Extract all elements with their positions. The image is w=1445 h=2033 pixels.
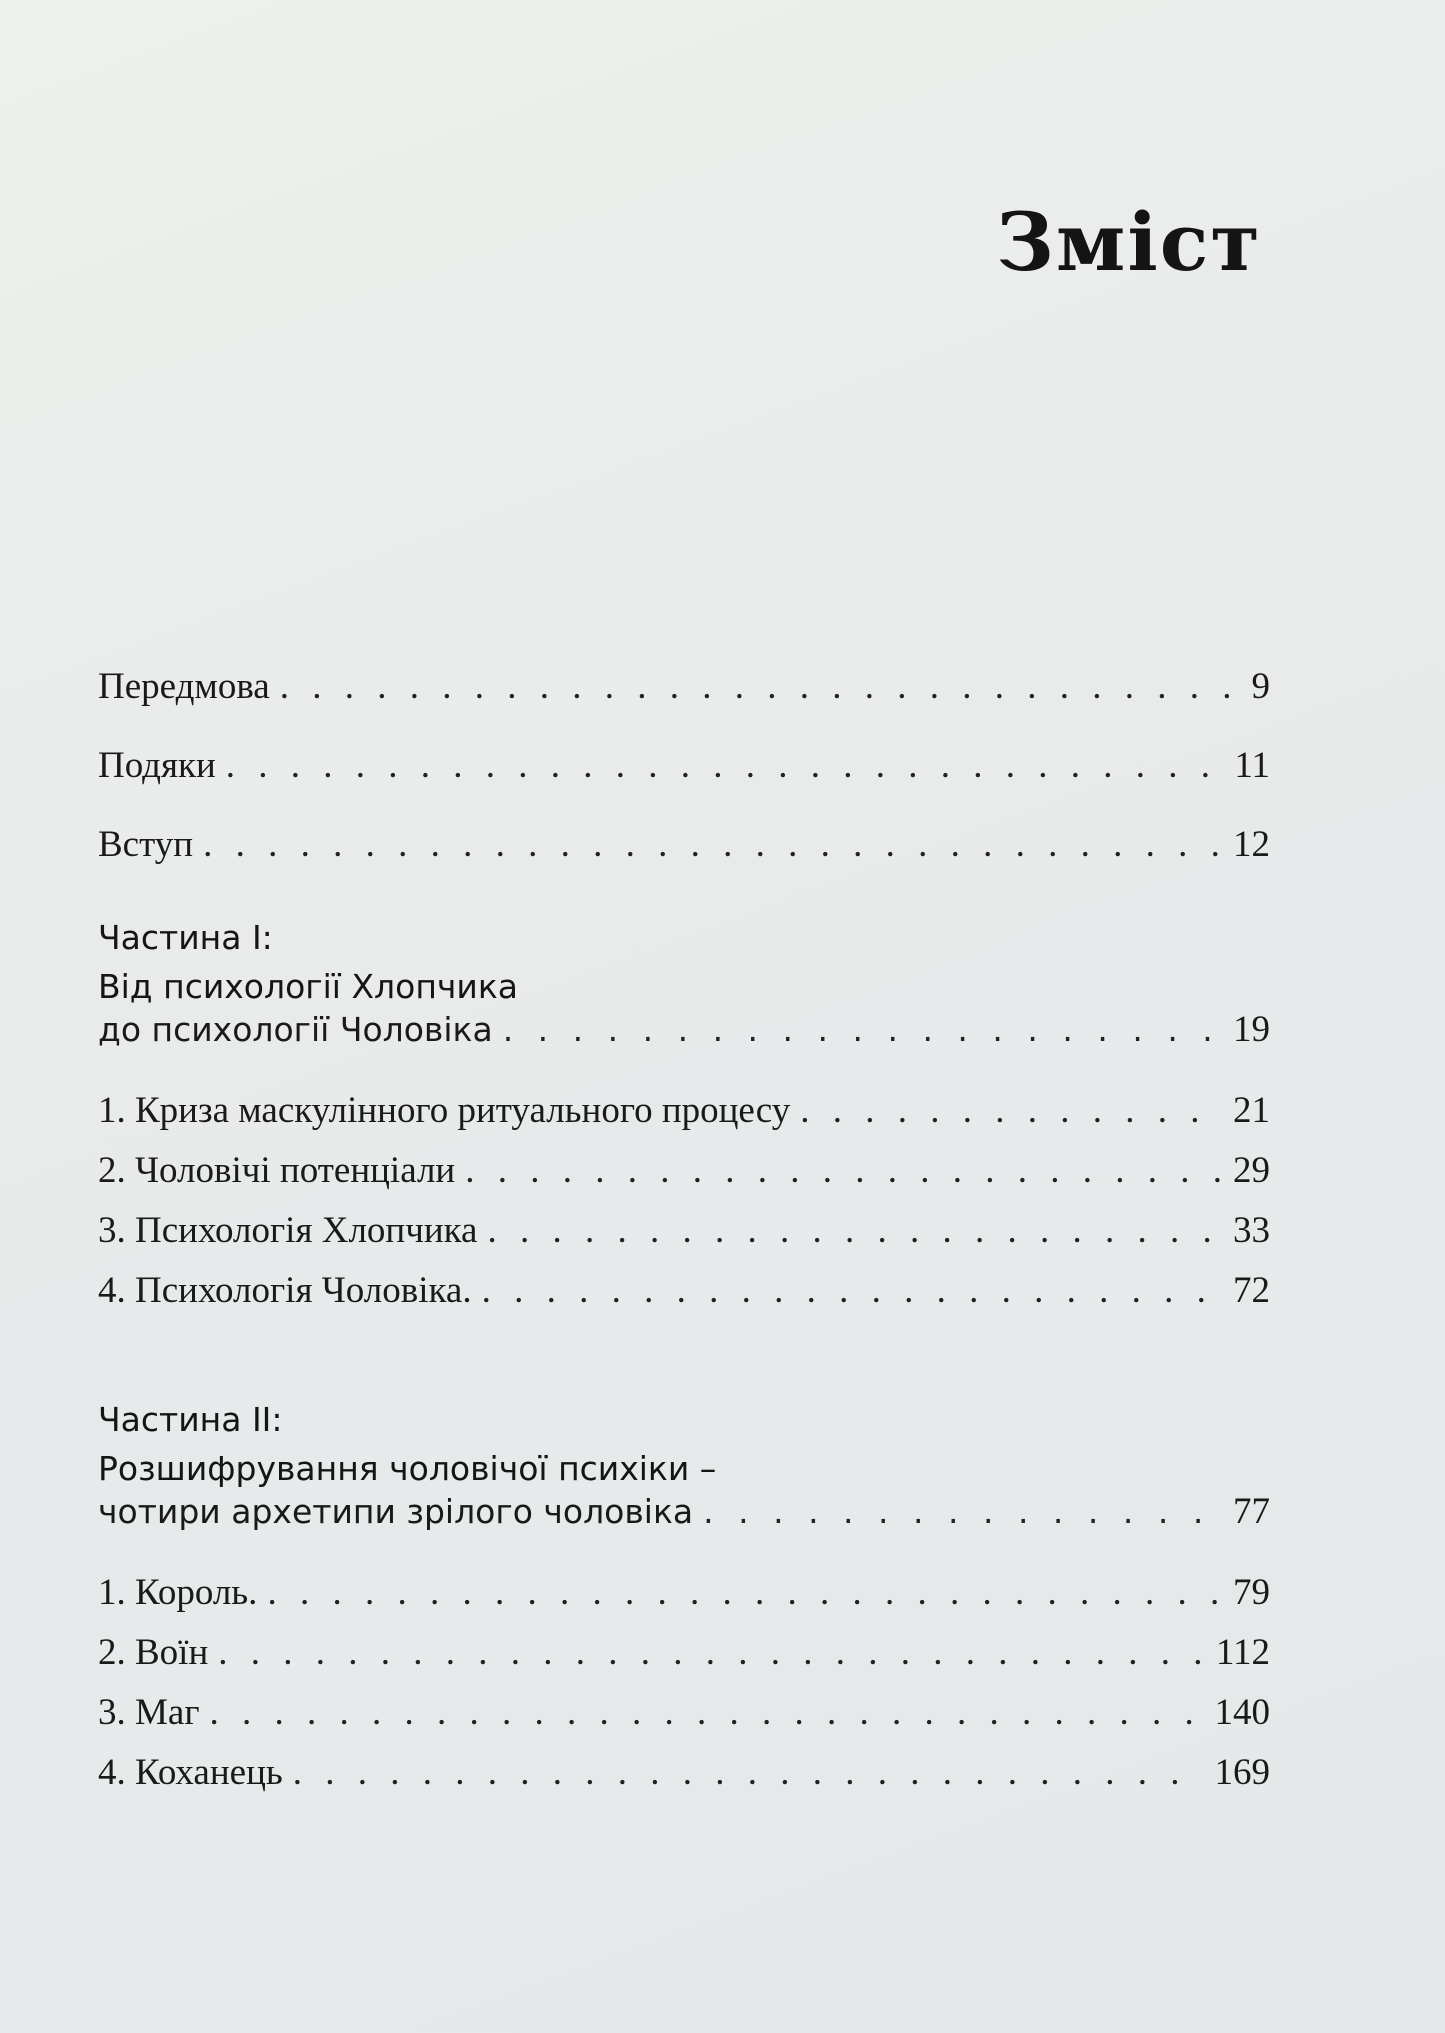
toc-entry-page: 169	[1214, 1752, 1270, 1793]
toc-entry-label: 4. Психологія Чоловіка.	[98, 1270, 472, 1311]
toc-entry-label: 1. Криза маскулінного ритуального процесу	[98, 1090, 791, 1131]
toc-entry-chapter	[98, 1212, 1270, 1249]
toc-entry-label: 1. Король.	[98, 1572, 258, 1613]
dot-leader	[280, 668, 1242, 705]
part-label: Частина II:	[98, 1400, 283, 1439]
toc-entry-label: 2. Воїн	[98, 1632, 209, 1673]
part-title-line: до психології Чоловіка	[98, 1010, 493, 1049]
dot-leader	[487, 1212, 1223, 1249]
part-title-line: Від психології Хлопчика	[98, 967, 519, 1006]
toc-entry-label: 3. Маг	[98, 1692, 200, 1733]
part-title-line: чотири архетипи зрілого чоловіка	[98, 1492, 694, 1531]
toc-entry-label: Вступ	[98, 824, 194, 865]
toc-entry-page: 72	[1233, 1270, 1270, 1311]
part-1-chapters	[98, 1092, 1270, 1309]
toc-entry-page: 21	[1233, 1090, 1270, 1131]
toc-entry-page: 79	[1233, 1572, 1270, 1613]
toc-entry-page: 112	[1215, 1632, 1270, 1673]
dot-leader	[226, 747, 1225, 784]
part-2-chapters	[98, 1574, 1270, 1791]
toc-entry-label: Передмова	[98, 666, 270, 707]
toc-entry-chapter	[98, 1694, 1270, 1731]
part-title-line: Розшифрування чоловічої психіки –	[98, 1449, 717, 1488]
dot-leader	[503, 1013, 1223, 1046]
toc-entry-chapter	[98, 1634, 1270, 1671]
dot-leader	[203, 826, 1223, 863]
toc-entry-label: Подяки	[98, 745, 216, 786]
toc-entry-page: 12	[1233, 824, 1270, 865]
toc-entry-chapter	[98, 1754, 1270, 1791]
dot-leader	[465, 1152, 1223, 1189]
toc-entry-chapter	[98, 1272, 1270, 1309]
dot-leader	[482, 1272, 1223, 1309]
toc-entry-label: 3. Психологія Хлопчика	[98, 1210, 478, 1251]
part-1-heading	[98, 913, 1270, 1048]
toc-entry-introduction	[98, 826, 1270, 863]
part-2-heading	[98, 1395, 1270, 1530]
part-label: Частина I:	[98, 918, 273, 957]
table-of-contents	[98, 668, 1270, 1814]
toc-entry-label: 2. Чоловічі потенціали	[98, 1150, 456, 1191]
dot-leader	[218, 1634, 1206, 1671]
toc-entry-page: 140	[1214, 1692, 1270, 1733]
page-title: Зміст	[996, 195, 1262, 289]
toc-entry-page: 9	[1251, 666, 1270, 707]
toc-entry-chapter	[98, 1574, 1270, 1611]
toc-entry-chapter	[98, 1092, 1270, 1129]
dot-leader	[293, 1754, 1205, 1791]
dot-leader	[210, 1694, 1205, 1731]
toc-entry-page: 11	[1234, 745, 1270, 786]
toc-entry-page: 29	[1233, 1150, 1270, 1191]
dot-leader	[703, 1495, 1223, 1528]
toc-entry-acknowledgements	[98, 747, 1270, 784]
toc-entry-page: 33	[1233, 1210, 1270, 1251]
dot-leader	[267, 1574, 1223, 1611]
toc-entry-foreword	[98, 668, 1270, 705]
toc-entry-page: 77	[1233, 1491, 1270, 1532]
toc-entry-page: 19	[1233, 1009, 1270, 1050]
front-matter	[98, 668, 1270, 863]
toc-entry-chapter	[98, 1152, 1270, 1189]
part-title-entry	[98, 1493, 1270, 1530]
toc-entry-label: 4. Коханець	[98, 1752, 283, 1793]
dot-leader	[800, 1092, 1223, 1129]
part-title-entry	[98, 1011, 1270, 1048]
